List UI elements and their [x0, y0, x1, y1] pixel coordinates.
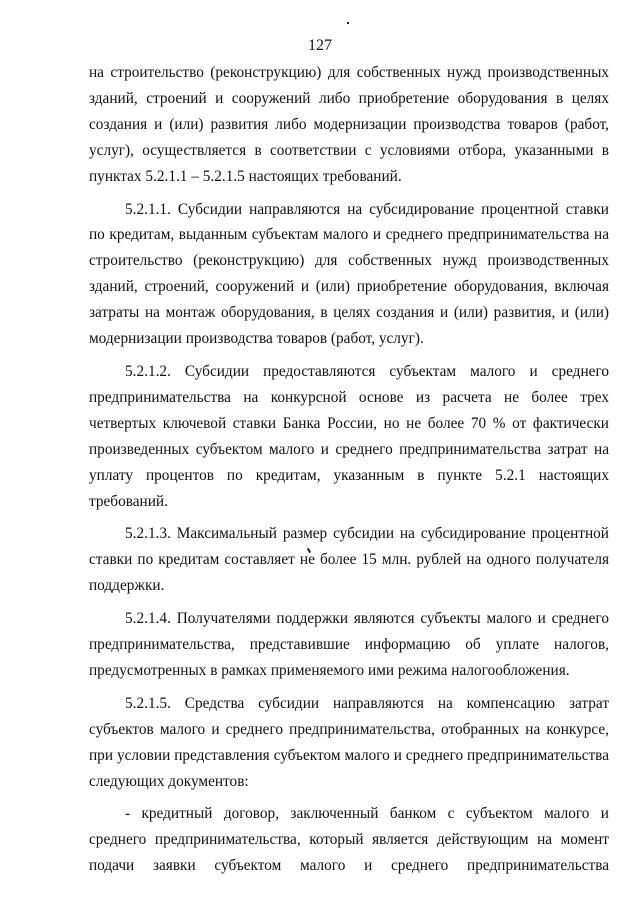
paragraph-5-2-1-1: 5.2.1.1. Субсидии направляются на субсидирование процентной ставки по кредитам, выданным субъектам малого и среднего предпринимательства на строительство (реконструкцию) для собственных нужд производственных зданий, строений, сооружений и (или) приобретение оборудования, включая затраты на монтаж оборудования, в целях создания и (или) развития, и (или) модернизации производства товаров (работ, услуг). [89, 200, 609, 348]
paragraph-5-2-1-4: 5.2.1.4. Получателями поддержки являются субъекты малого и среднего предпринимательства, представившие информацию об уплате налогов, предусмотренных в рамках применяемого ими режима налогообложения. [89, 610, 609, 679]
scan-speck [347, 22, 349, 24]
paragraph-5-2-1-5: 5.2.1.5. Средства субсидии направляются на компенсацию затрат субъектов малого и среднего предпринимательства, отобранных на конкурсе, при условии представления субъектом малого и среднего предпринимательства следующих документов: [89, 694, 609, 790]
page-number: 127 [308, 37, 332, 54]
paragraph-5-2-1-3: 5.2.1.3. Максимальный размер субсидии на субсидирование процентной ставки по кредитам составляет не более 15 млн. рублей на одного получателя поддержки. [89, 525, 609, 595]
paragraph-continuation: на строительство (реконструкцию) для собственных нужд производственных зданий, строений и сооружений либо приобретение оборудования в целях создания и (или) развития либо модернизации производства товаров (работ, услуг), осуществляется в соответствии с условиями отбора, указанными в пунктах 5.2.1.1 – 5.2.1.5 настоящих требований. [89, 64, 609, 185]
list-item-credit-agreement: - кредитный договор, заключенный банком с субъектом малого и среднего предпринимательства, который является действующим на момент подачи заявки субъектом малого и среднего предпринимательства [89, 805, 609, 875]
body-text [89, 60, 609, 879]
paragraph-5-2-1-2: 5.2.1.2. Субсидии предоставляются субъектам малого и среднего предпринимательства на конкурсной основе из расчета не более трех четвертых ключевой ставки Банка России, но не более 70 % от фактически произведенных субъектом малого и среднего предпринимательства затрат на уплату процентов по кредитам, указанным в пункте 5.2.1 настоящих требований. [89, 362, 609, 510]
